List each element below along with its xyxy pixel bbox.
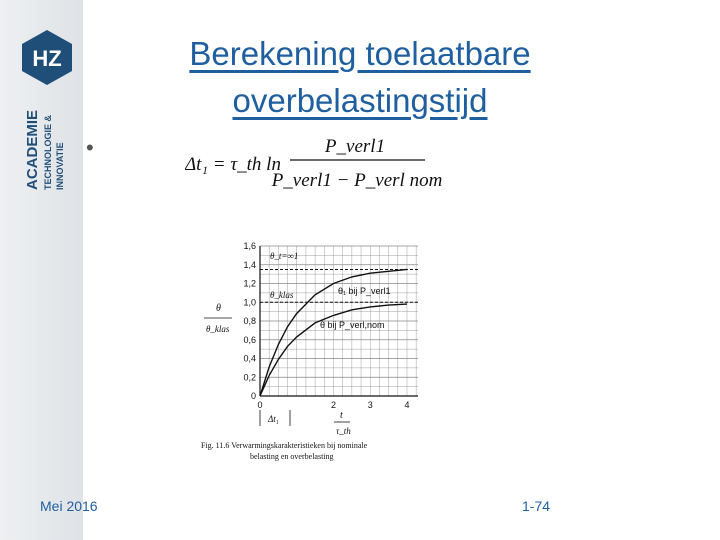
title-line2: overbelastingstijd bbox=[232, 82, 488, 119]
y-tick-label: 1,6 bbox=[243, 241, 256, 251]
curve2-label: θ bij P_verl,nom bbox=[320, 320, 385, 330]
sidebar-academie: ACADEMIE bbox=[24, 109, 41, 190]
title-line1: Berekening toelaatbare bbox=[189, 35, 531, 72]
x-label-top: t bbox=[340, 410, 343, 421]
y-tick-labels bbox=[243, 241, 256, 401]
formula bbox=[185, 130, 445, 200]
curve1-label: θ₁ bij P_verl1 bbox=[338, 286, 391, 296]
theta-klas-label: θ_klas bbox=[270, 290, 294, 300]
y-tick-label: 1,4 bbox=[243, 259, 256, 270]
formula-denominator: P_verl1 − P_verl nom bbox=[271, 170, 443, 191]
y-label-bottom: θ_klas bbox=[206, 324, 230, 334]
x-label-bottom: τ_th bbox=[336, 426, 351, 436]
x-tick-label: 0 bbox=[257, 400, 263, 410]
figure-caption-line1: Fig. 11.6 Verwarmingskarakteristieken bij nominale bbox=[201, 441, 368, 450]
y-tick-label: 1,0 bbox=[243, 297, 256, 308]
y-tick-label: 0 bbox=[250, 391, 256, 401]
slide-title bbox=[150, 30, 570, 124]
y-tick-label: 0,8 bbox=[243, 316, 256, 326]
sidebar-technologie: TECHNOLOGIE & bbox=[43, 114, 53, 190]
x-tick-label: 4 bbox=[404, 400, 410, 410]
sidebar bbox=[0, 0, 83, 540]
x-tick-labels bbox=[257, 400, 409, 410]
formula-lhs: Δt₁ = τ_th ln bbox=[185, 154, 281, 175]
y-tick-label: 0,4 bbox=[243, 353, 256, 364]
page-number: 1-74 bbox=[522, 498, 551, 514]
footer-date: Mei 2016 bbox=[40, 498, 98, 514]
sidebar-innovatie: INNOVATIE bbox=[55, 142, 65, 190]
y-label-top: θ bbox=[216, 303, 221, 314]
delta-t-label: Δt₁ bbox=[268, 414, 279, 424]
x-tick-label: 2 bbox=[330, 400, 336, 410]
heating-curve-chart bbox=[198, 236, 448, 466]
theta-inf-label: θ_t=∞1 bbox=[270, 251, 299, 261]
y-tick-label: 1,2 bbox=[243, 278, 256, 289]
x-tick-label: 3 bbox=[367, 400, 373, 410]
y-tick-label: 0,2 bbox=[243, 372, 256, 383]
bullet-point: • bbox=[86, 135, 94, 160]
hz-logo-icon bbox=[22, 30, 72, 85]
figure-caption-line2: belasting en overbelasting bbox=[250, 452, 334, 461]
y-tick-label: 0,6 bbox=[243, 334, 256, 345]
formula-numerator: P_verl1 bbox=[324, 136, 386, 157]
logo-text: HZ bbox=[32, 46, 62, 71]
